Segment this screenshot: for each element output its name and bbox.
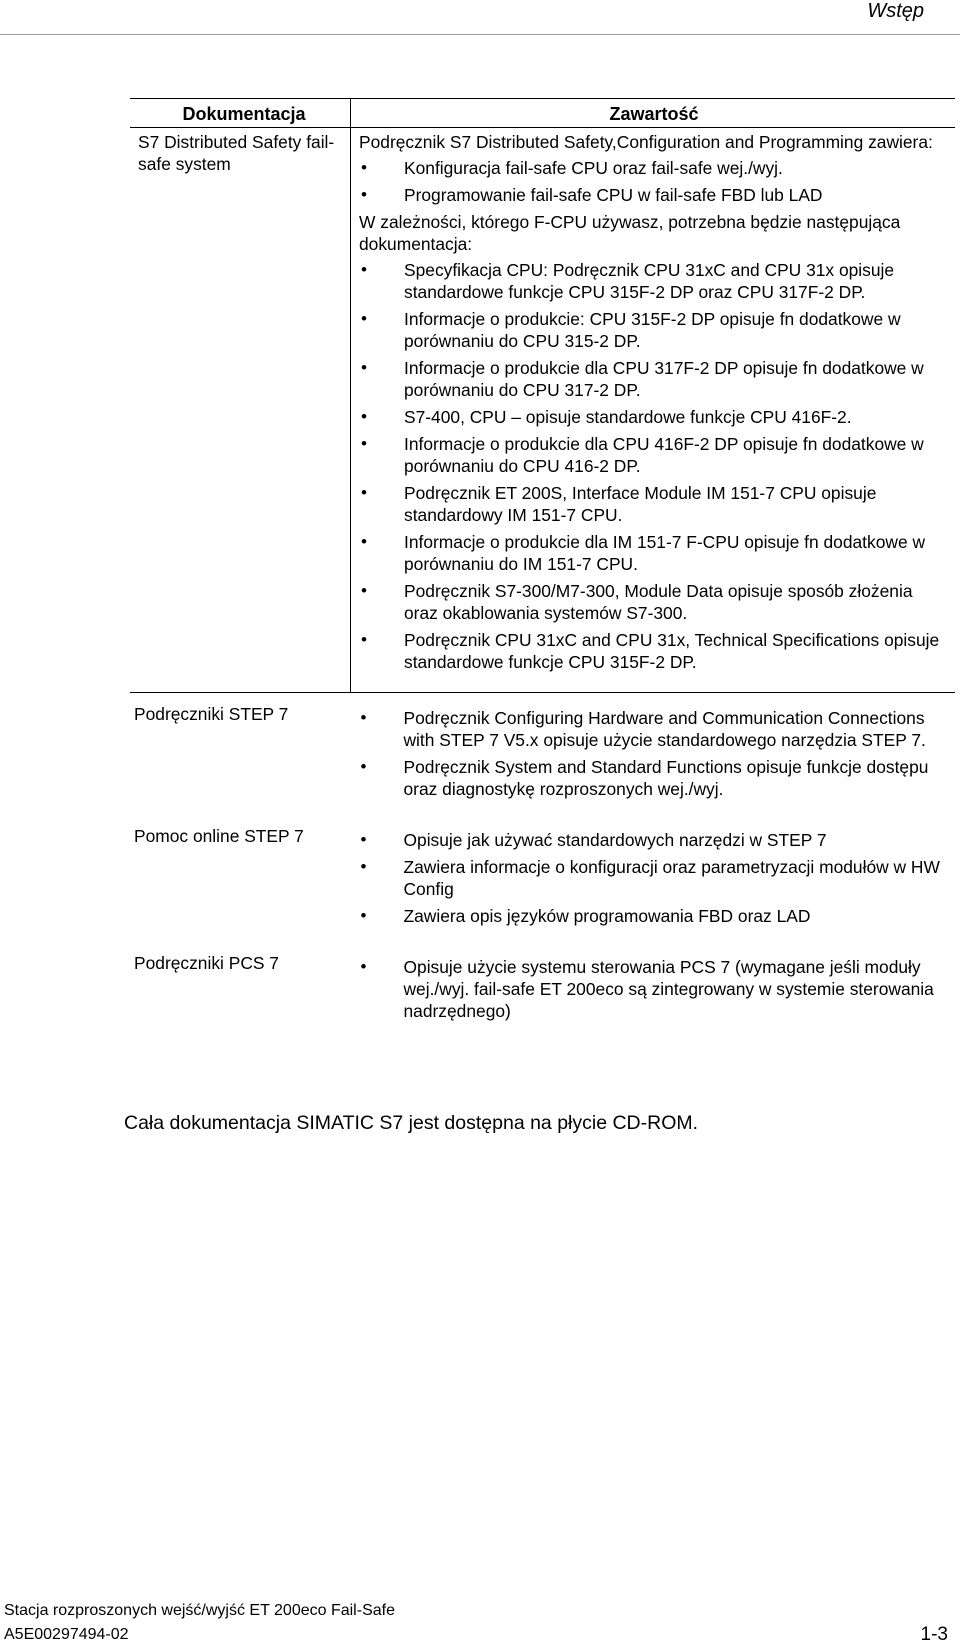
row-content: [351, 128, 956, 693]
list-item: • Podręcznik CPU 31xC and CPU 31x, Technical Specifications opisuje standardowe funkcje CPU 315F-2 DP.: [359, 629, 949, 673]
page-header-title: Wstęp: [867, 0, 924, 22]
documentation-table: [130, 98, 955, 1037]
row-label: Podręczniki STEP 7: [134, 704, 289, 724]
footer-document-number: A5E00297494-02: [4, 1626, 129, 1643]
list-item: • Podręcznik Configuring Hardware and Communication Connections with STEP 7 V5.x opisuje użycie standardowego narzędzia STEP 7.: [359, 707, 950, 751]
intro-text-2: W zależności, którego F-CPU używasz, potrzebna będzie następująca dokumentacja:: [359, 212, 901, 254]
page-number: 1-3: [920, 1624, 948, 1645]
bullet-list: [359, 956, 950, 1022]
bullet-list: [359, 157, 949, 206]
documentation-bullet-list: [359, 259, 949, 673]
list-item: • Podręcznik S7-300/M7-300, Module Data opisuje sposób złożenia oraz okablowania systemów S7-300.: [359, 580, 949, 624]
intro-text: Podręcznik S7 Distributed Safety,Configuration and Programming zawiera:: [359, 132, 933, 152]
bullet-list: [359, 829, 950, 927]
row-content: [351, 942, 956, 1037]
header-rule: [0, 34, 960, 35]
list-item: • Specyfikacja CPU: Podręcznik CPU 31xC and CPU 31x opisuje standardowe funkcje CPU 315F-2 DP oraz CPU 317F-2 DP.: [359, 259, 949, 303]
row-label: S7 Distributed Safety fail-safe system: [130, 128, 351, 693]
table-row-step7-online-help: [130, 815, 955, 942]
table-header-row: [130, 99, 955, 128]
list-item: • Konfiguracja fail-safe CPU oraz fail-safe wej./wyj.: [359, 157, 949, 179]
list-item: • Informacje o produkcie dla CPU 317F-2 DP opisuje fn dodatkowe w porównaniu do CPU 317-2 DP.: [359, 357, 949, 401]
row-label: Podręczniki PCS 7: [134, 953, 279, 973]
list-item: • Podręcznik ET 200S, Interface Module IM 151-7 CPU opisuje standardowy IM 151-7 CPU.: [359, 482, 949, 526]
table-row-s7-distributed-safety: [130, 128, 955, 693]
column-header-contents: Zawartość: [351, 99, 956, 128]
row-label: Pomoc online STEP 7: [134, 826, 304, 846]
list-item: • Informacje o produkcie dla CPU 416F-2 DP opisuje fn dodatkowe w porównaniu do CPU 416-2 DP.: [359, 433, 949, 477]
bullet-list: [359, 707, 950, 800]
table-row-step7-manuals: [130, 693, 955, 816]
row-content: [351, 815, 956, 942]
list-item: • Informacje o produkcie: CPU 315F-2 DP opisuje fn dodatkowe w porównaniu do CPU 315-2 DP.: [359, 308, 949, 352]
column-header-documentation: Dokumentacja: [130, 99, 351, 128]
list-item: • Zawiera opis języków programowania FBD oraz LAD: [359, 905, 950, 927]
list-item: • Opisuje użycie systemu sterowania PCS 7 (wymagane jeśli moduły wej./wyj. fail-safe ET 200eco są zintegrowany w systemie sterowania nadrzędnego): [359, 956, 950, 1022]
row-content: [351, 693, 956, 816]
list-item: • Informacje o produkcie dla IM 151-7 F-CPU opisuje fn dodatkowe w porównaniu do IM 151-7 CPU.: [359, 531, 949, 575]
list-item: • S7-400, CPU – opisuje standardowe funkcje CPU 416F-2.: [359, 406, 949, 428]
cdrom-note: Cała dokumentacja SIMATIC S7 jest dostępna na płycie CD-ROM.: [124, 1112, 699, 1134]
table-row-pcs7-manuals: [130, 942, 955, 1037]
list-item: • Podręcznik System and Standard Functions opisuje funkcje dostępu oraz diagnostykę rozproszonych wej./wyj.: [359, 756, 950, 800]
list-item: • Opisuje jak używać standardowych narzędzi w STEP 7: [359, 829, 950, 851]
list-item: • Programowanie fail-safe CPU w fail-safe FBD lub LAD: [359, 184, 949, 206]
list-item: • Zawiera informacje o konfiguracji oraz parametryzacji modułów w HW Config: [359, 856, 950, 900]
footer-document-title: Stacja rozproszonych wejść/wyjść ET 200eco Fail-Safe: [4, 1602, 395, 1619]
